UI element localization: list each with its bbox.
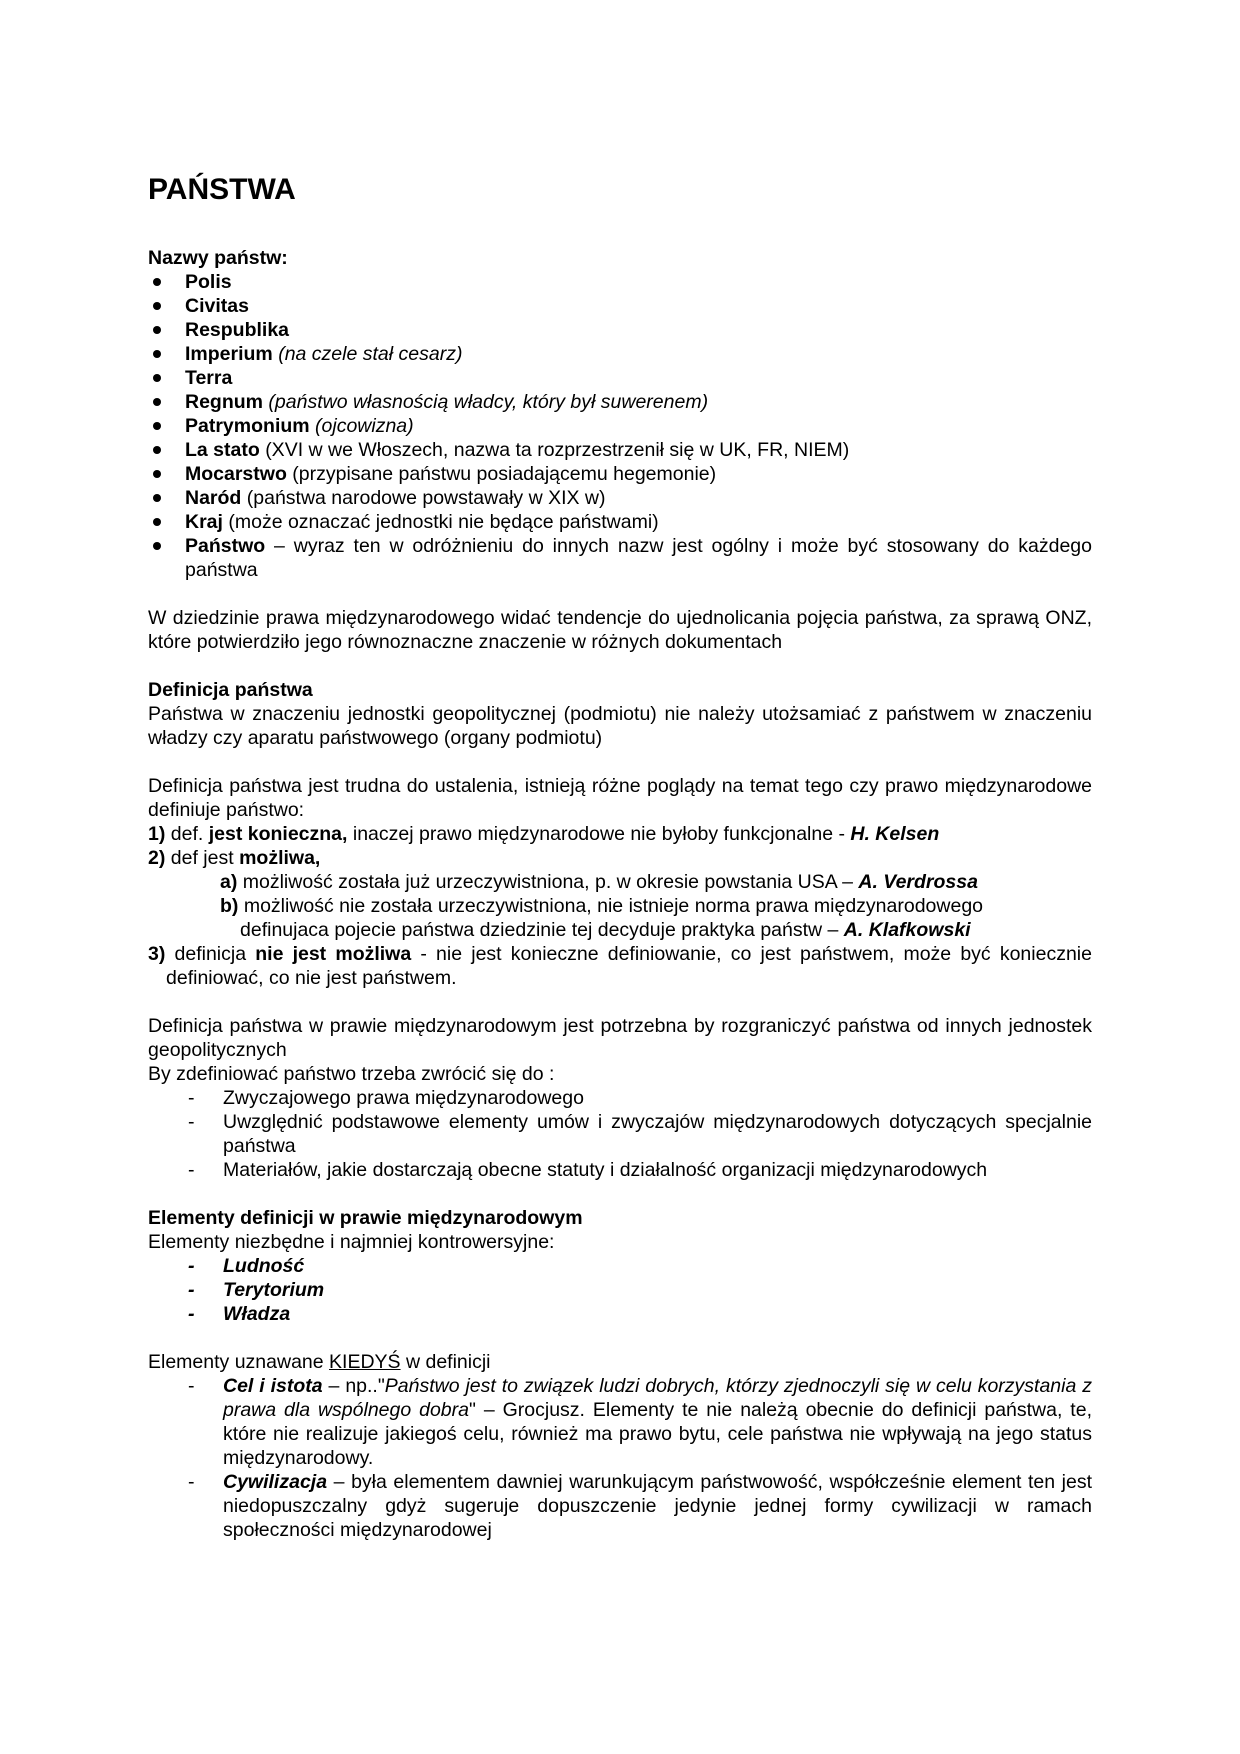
view-2	[148, 846, 1092, 870]
view-author: H. Kelsen	[850, 823, 940, 845]
list-item: - Ludność	[148, 1254, 1092, 1278]
view-author: A. Klafkowski	[843, 919, 971, 941]
definition-heading: Definicja państwa	[148, 679, 313, 701]
view-2b	[148, 894, 1092, 918]
element-text: – była elementem dawniej warunkującym państwowość, współcześnie element ten jest niedopuszczalny gdyż sugeruje dopuszczenie jedynie jednej formy cywilizacji w ramach społeczności międzynarodowej	[223, 1471, 1092, 1541]
list-item	[148, 294, 1092, 318]
name-term: Regnum	[185, 391, 263, 413]
name-term: La stato	[185, 439, 260, 461]
name-term: Patrymonium	[185, 415, 310, 437]
elements-intro: Elementy niezbędne i najmniej kontrowersyjne:	[148, 1231, 555, 1253]
list-item	[148, 438, 1092, 462]
view-number: 1)	[148, 823, 166, 845]
intro-text: w definicji	[405, 1351, 491, 1373]
list-item	[148, 486, 1092, 510]
former-elements-intro	[148, 1350, 1092, 1374]
view-text: możliwość została już urzeczywistniona, p. w okresie powstania USA –	[242, 871, 853, 893]
name-note: (państwo własnością władcy, który był suwerenem)	[268, 391, 709, 413]
name-term: Polis	[185, 271, 232, 293]
view-text: def.	[170, 823, 204, 845]
intl-law-paragraph: W dziedzinie prawa międzynarodowego widać tendencje do ujednolicania pojęcia państwa, za sprawą ONZ, które potwierdziło jego równoznaczne znaczenie w różnych dokumentach	[148, 607, 1092, 653]
name-desc: (państwa narodowe powstawały w XIX w)	[246, 487, 606, 509]
list-item	[148, 510, 1092, 534]
list-item	[148, 1470, 1092, 1542]
sources-list	[148, 1086, 1092, 1182]
state-names-list	[148, 270, 1092, 582]
element-term: Cel i istota	[223, 1375, 323, 1397]
name-note: (ojcowizna)	[315, 415, 414, 437]
view-author: A. Verdrossa	[858, 871, 978, 893]
view-3	[148, 942, 1092, 990]
name-term: Mocarstwo	[185, 463, 287, 485]
list-item: - Zwyczajowego prawa międzynarodowego	[148, 1086, 1092, 1110]
elements-heading: Elementy definicji w prawie międzynarodowym	[148, 1207, 583, 1229]
sources-intro: By zdefiniować państwo trzeba zwrócić się do :	[148, 1063, 555, 1085]
list-item	[148, 462, 1092, 486]
name-term: Civitas	[185, 295, 249, 317]
list-item	[148, 342, 1092, 366]
elements-list	[148, 1254, 1092, 1326]
name-note: (na czele stał cesarz)	[278, 343, 463, 365]
list-item	[148, 414, 1092, 438]
element-term: Cywilizacja	[223, 1471, 328, 1493]
page-title: PAŃSTWA	[148, 173, 296, 206]
view-number: 3)	[148, 943, 166, 965]
list-item	[148, 534, 1092, 582]
view-emphasis: jest konieczna,	[208, 823, 348, 845]
need-paragraph: Definicja państwa w prawie międzynarodowym jest potrzebna by rozgraniczyć państwa od innych jednostek geopolitycznych	[148, 1015, 1092, 1061]
view-text: inaczej prawo międzynarodowe nie byłoby funkcjonalne -	[352, 823, 845, 845]
list-item: - Uwzględnić podstawowe elementy umów i zwyczajów międzynarodowych dotyczących specjalnie państwa	[148, 1110, 1092, 1158]
name-term: Naród	[185, 487, 242, 509]
view-1	[148, 822, 1092, 846]
view-text: - nie jest konieczne definiowanie, co jest państwem, może być koniecznie definiować, co nie jest państwem.	[166, 943, 1092, 989]
name-desc: (przypisane państwu posiadającemu hegemonie)	[292, 463, 717, 485]
definition-paragraph: Państwa w znaczeniu jednostki geopolitycznej (podmiotu) nie należy utożsamiać z państwem w znaczeniu władzy czy aparatu państwowego (organy podmiotu)	[148, 703, 1092, 749]
list-item: - Władza	[148, 1302, 1092, 1326]
intro-emphasis: KIEDYŚ	[329, 1351, 401, 1373]
list-item	[148, 270, 1092, 294]
names-heading: Nazwy państw:	[148, 247, 288, 269]
name-term: Terra	[185, 367, 233, 389]
name-desc: (XVI w we Włoszech, nazwa ta rozprzestrzenił się w UK, FR, NIEM)	[265, 439, 850, 461]
view-text: definujaca pojecie państwa dziedzinie tej decyduje praktyka państw –	[240, 919, 839, 941]
view-text: definicja	[174, 943, 247, 965]
view-text: def jest	[170, 847, 234, 869]
view-text: możliwość nie została urzeczywistniona, nie istnieje norma prawa międzynarodowego	[243, 895, 984, 917]
list-item	[148, 1374, 1092, 1470]
name-desc: – wyraz ten w odróżnieniu do innych nazw jest ogólny i może być stosowany do każdego państwa	[185, 535, 1092, 581]
list-item	[148, 390, 1092, 414]
list-item: - Terytorium	[148, 1278, 1092, 1302]
intro-text: Elementy uznawane	[148, 1351, 324, 1373]
element-quote: Państwo jest to związek ludzi dobrych, którzy zjednoczyli się w celu korzystania z prawa dla wspólnego dobra	[223, 1375, 1093, 1421]
element-text: " – Grocjusz. Elementy te nie należą obecnie do definicji państwa, te, które nie realizuje jakiegoś celu, również ma prawo bytu, cele państwa nie wpływają na jego status międzynarodowy.	[223, 1399, 1092, 1469]
name-term: Respublika	[185, 319, 290, 341]
view-number: 2)	[148, 847, 166, 869]
list-item: - Materiałów, jakie dostarczają obecne statuty i działalność organizacji międzynarodowych	[148, 1158, 1092, 1182]
view-number: a)	[220, 871, 238, 893]
view-number: b)	[220, 895, 239, 917]
list-item	[148, 318, 1092, 342]
list-item	[148, 366, 1092, 390]
view-emphasis: możliwa,	[239, 847, 321, 869]
name-desc: (może oznaczać jednostki nie będące państwami)	[228, 511, 659, 533]
definition-difficulty-paragraph: Definicja państwa jest trudna do ustalenia, istnieją różne poglądy na temat tego czy prawo międzynarodowe definiuje państwo:	[148, 775, 1092, 821]
document-body	[148, 172, 1092, 1542]
view-emphasis: nie jest możliwa	[255, 943, 412, 965]
former-elements-list	[148, 1374, 1092, 1542]
name-term: Imperium	[185, 343, 273, 365]
name-term: Kraj	[185, 511, 223, 533]
view-2b-continued	[148, 918, 1092, 942]
element-text: – np.."	[328, 1375, 385, 1397]
view-2a	[148, 870, 1092, 894]
name-term: Państwo	[185, 535, 266, 557]
